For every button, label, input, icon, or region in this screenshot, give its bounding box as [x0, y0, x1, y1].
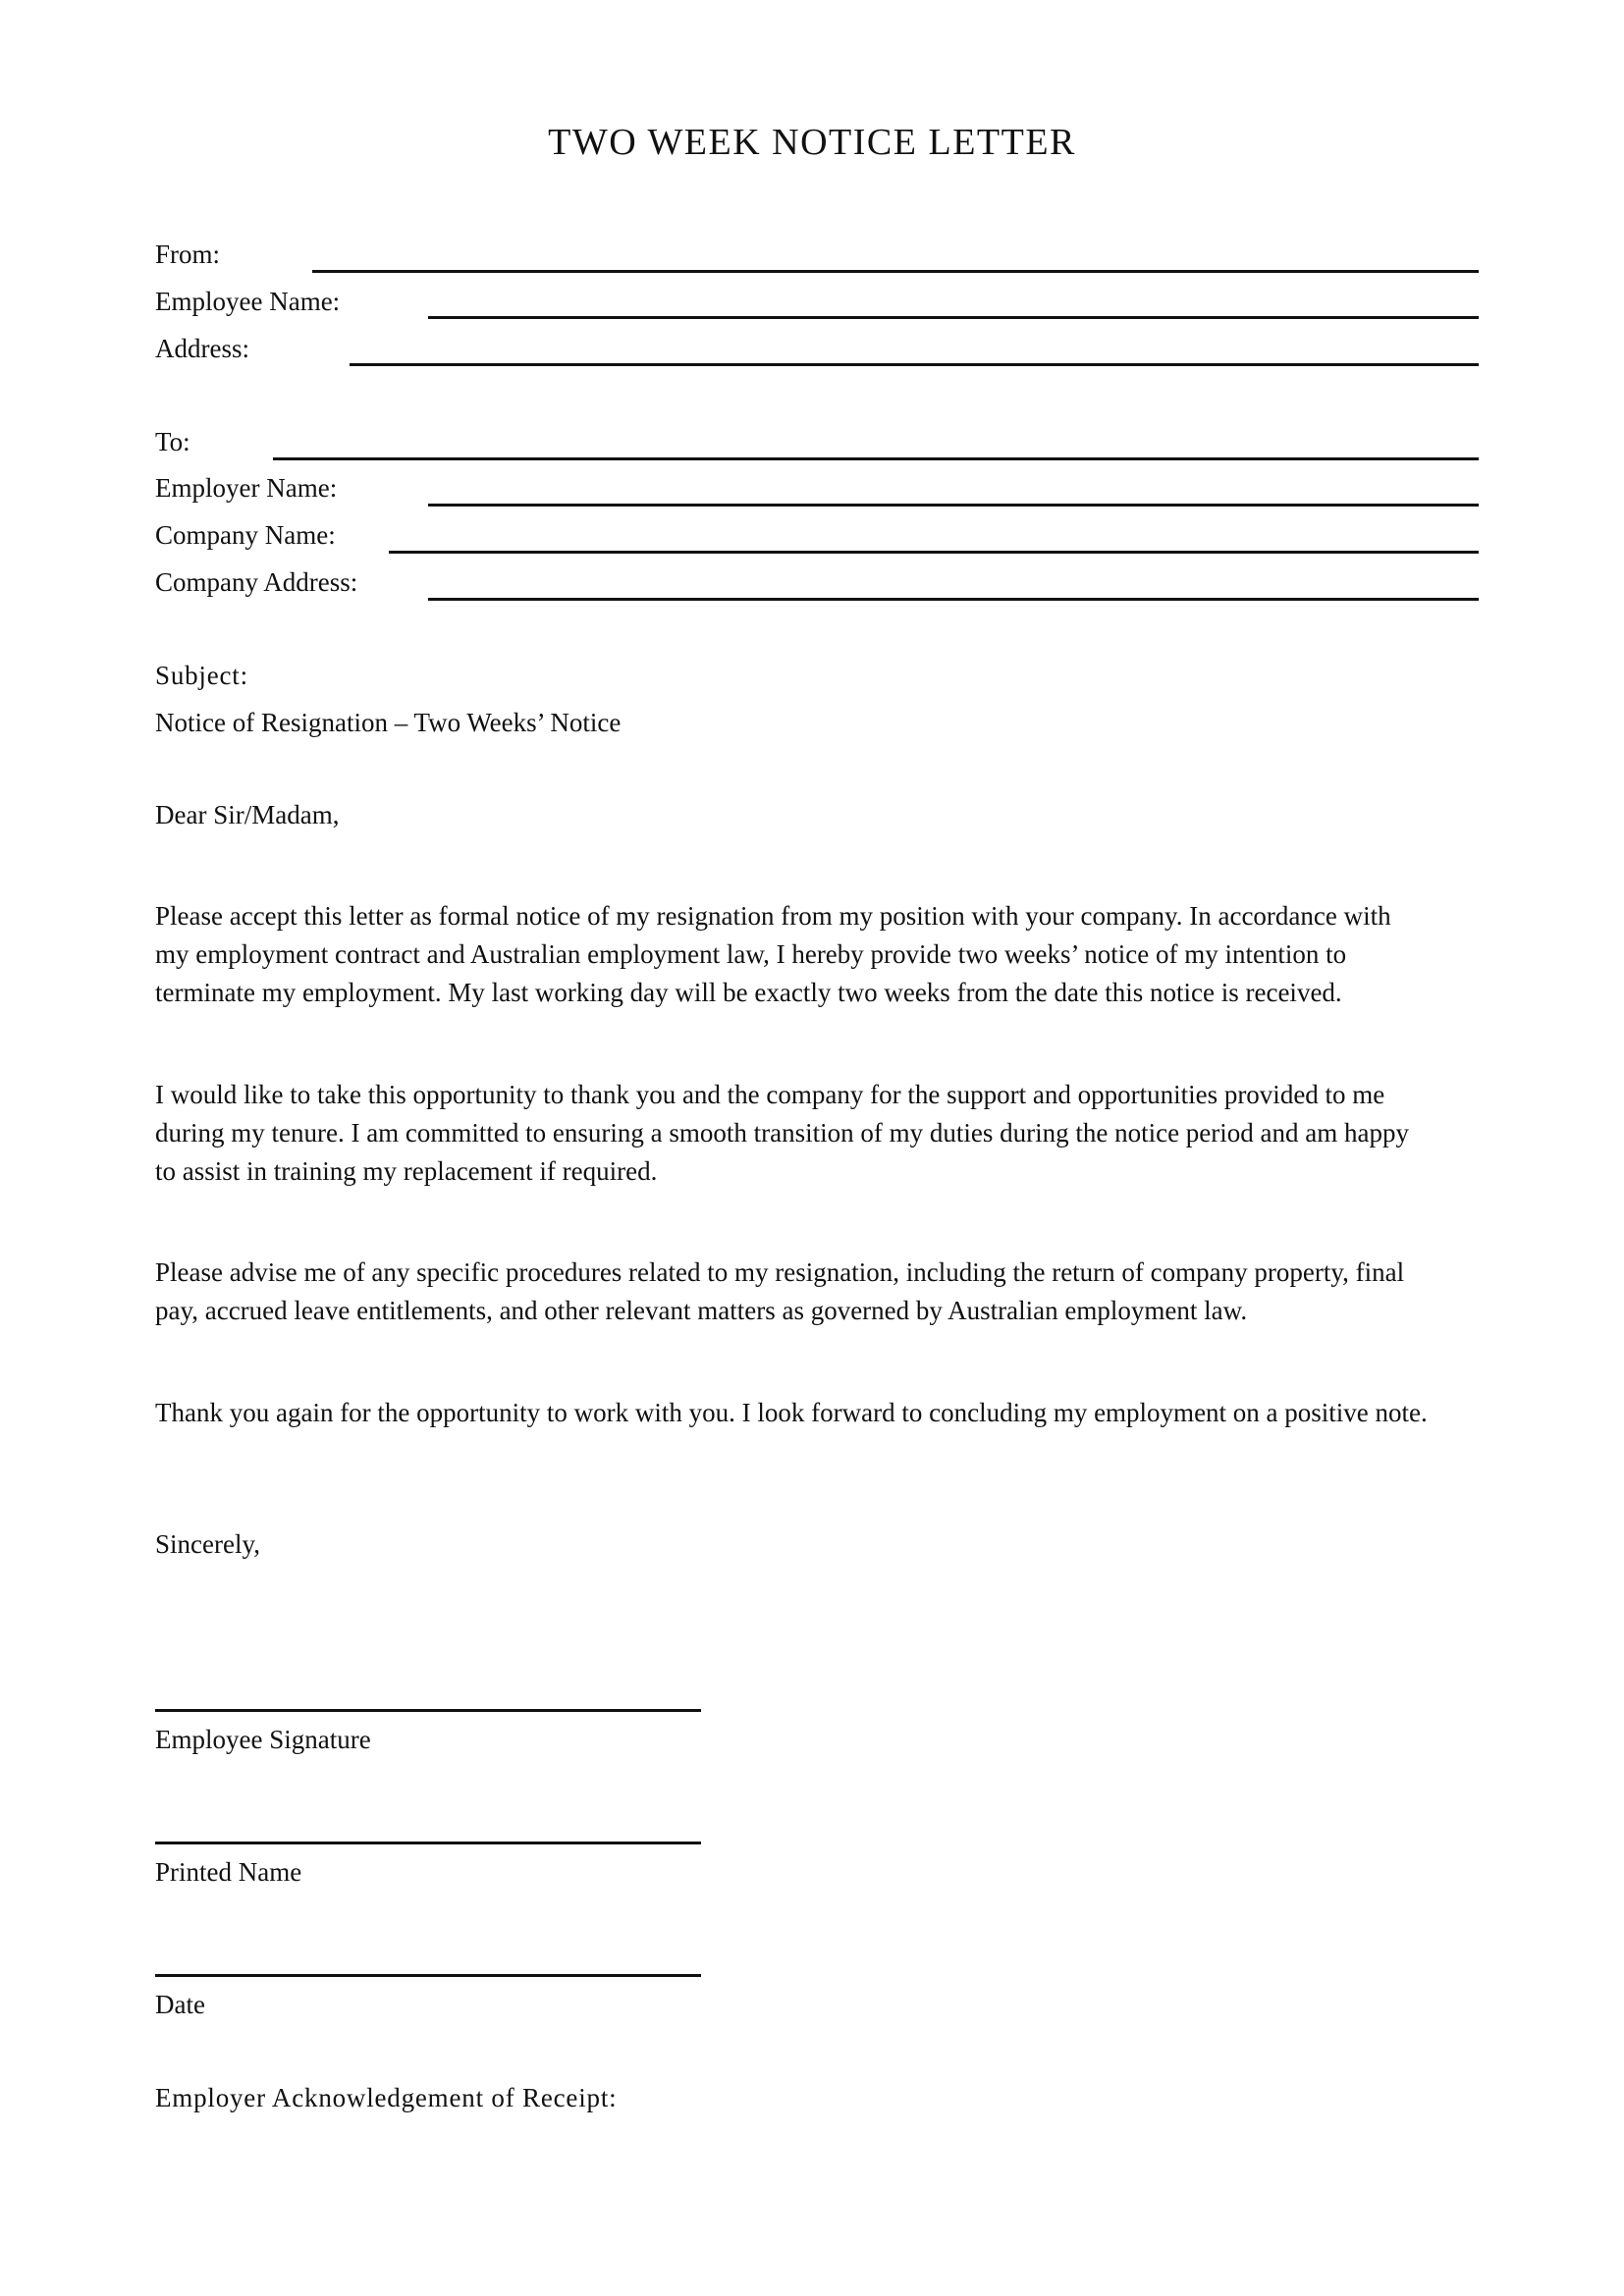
- printed-name-label: Printed Name: [155, 1857, 302, 1887]
- paragraph-line: to assist in training my replacement if required.: [155, 1156, 658, 1186]
- paragraph-line: I would like to take this opportunity to thank you and the company for the support and opportunities provided to me: [155, 1080, 1385, 1109]
- from-field-line[interactable]: [312, 270, 1479, 273]
- document-title: TWO WEEK NOTICE LETTER: [548, 122, 1076, 163]
- employer-acknowledgement-label: Employer Acknowledgement of Receipt:: [155, 2083, 618, 2112]
- paragraph-line: Please accept this letter as formal notice of my resignation from my position with your company. In accordance with: [155, 901, 1391, 931]
- to-field-line[interactable]: [273, 457, 1479, 460]
- company-address-field-line[interactable]: [428, 598, 1479, 601]
- employee-name-label: Employee Name:: [155, 287, 341, 316]
- date-label: Date: [155, 1990, 205, 2019]
- paragraph-line: pay, accrued leave entitlements, and other relevant matters as governed by Australian employment law.: [155, 1296, 1248, 1325]
- employee-signature-label: Employee Signature: [155, 1725, 371, 1754]
- paragraph-line: terminate my employment. My last working day will be exactly two weeks from the date this notice is received.: [155, 978, 1342, 1007]
- paragraph-line: during my tenure. I am committed to ensuring a smooth transition of my duties during the notice period and am happy: [155, 1118, 1409, 1148]
- paragraph-line: my employment contract and Australian employment law, I hereby provide two weeks’ notice of my intention to: [155, 939, 1347, 969]
- company-address-label: Company Address:: [155, 567, 358, 597]
- employee-signature-line[interactable]: [155, 1709, 701, 1712]
- greeting: Dear Sir/Madam,: [155, 800, 340, 829]
- employer-name-label: Employer Name:: [155, 473, 338, 503]
- body-paragraph-3: [155, 1254, 1476, 1330]
- from-label: From:: [155, 240, 221, 269]
- company-name-label: Company Name:: [155, 520, 336, 550]
- date-line[interactable]: [155, 1974, 701, 1977]
- subject-label: Subject:: [155, 661, 248, 690]
- company-name-field-line[interactable]: [389, 551, 1479, 554]
- paragraph-line: Thank you again for the opportunity to work with you. I look forward to concluding my employment on a positive note.: [155, 1398, 1428, 1427]
- address-field-line[interactable]: [350, 363, 1479, 366]
- body-paragraph-2: [155, 1076, 1476, 1191]
- paragraph-line: Please advise me of any specific procedures related to my resignation, including the return of company property, final: [155, 1257, 1405, 1287]
- to-label: To:: [155, 427, 190, 456]
- printed-name-line[interactable]: [155, 1842, 701, 1844]
- employee-name-field-line[interactable]: [428, 316, 1479, 319]
- body-paragraph-1: [155, 897, 1476, 1012]
- closing: Sincerely,: [155, 1529, 260, 1559]
- body-paragraph-4: [155, 1394, 1476, 1432]
- employer-name-field-line[interactable]: [428, 504, 1479, 507]
- address-label: Address:: [155, 334, 249, 363]
- subject-text: Notice of Resignation – Two Weeks’ Notice: [155, 708, 622, 737]
